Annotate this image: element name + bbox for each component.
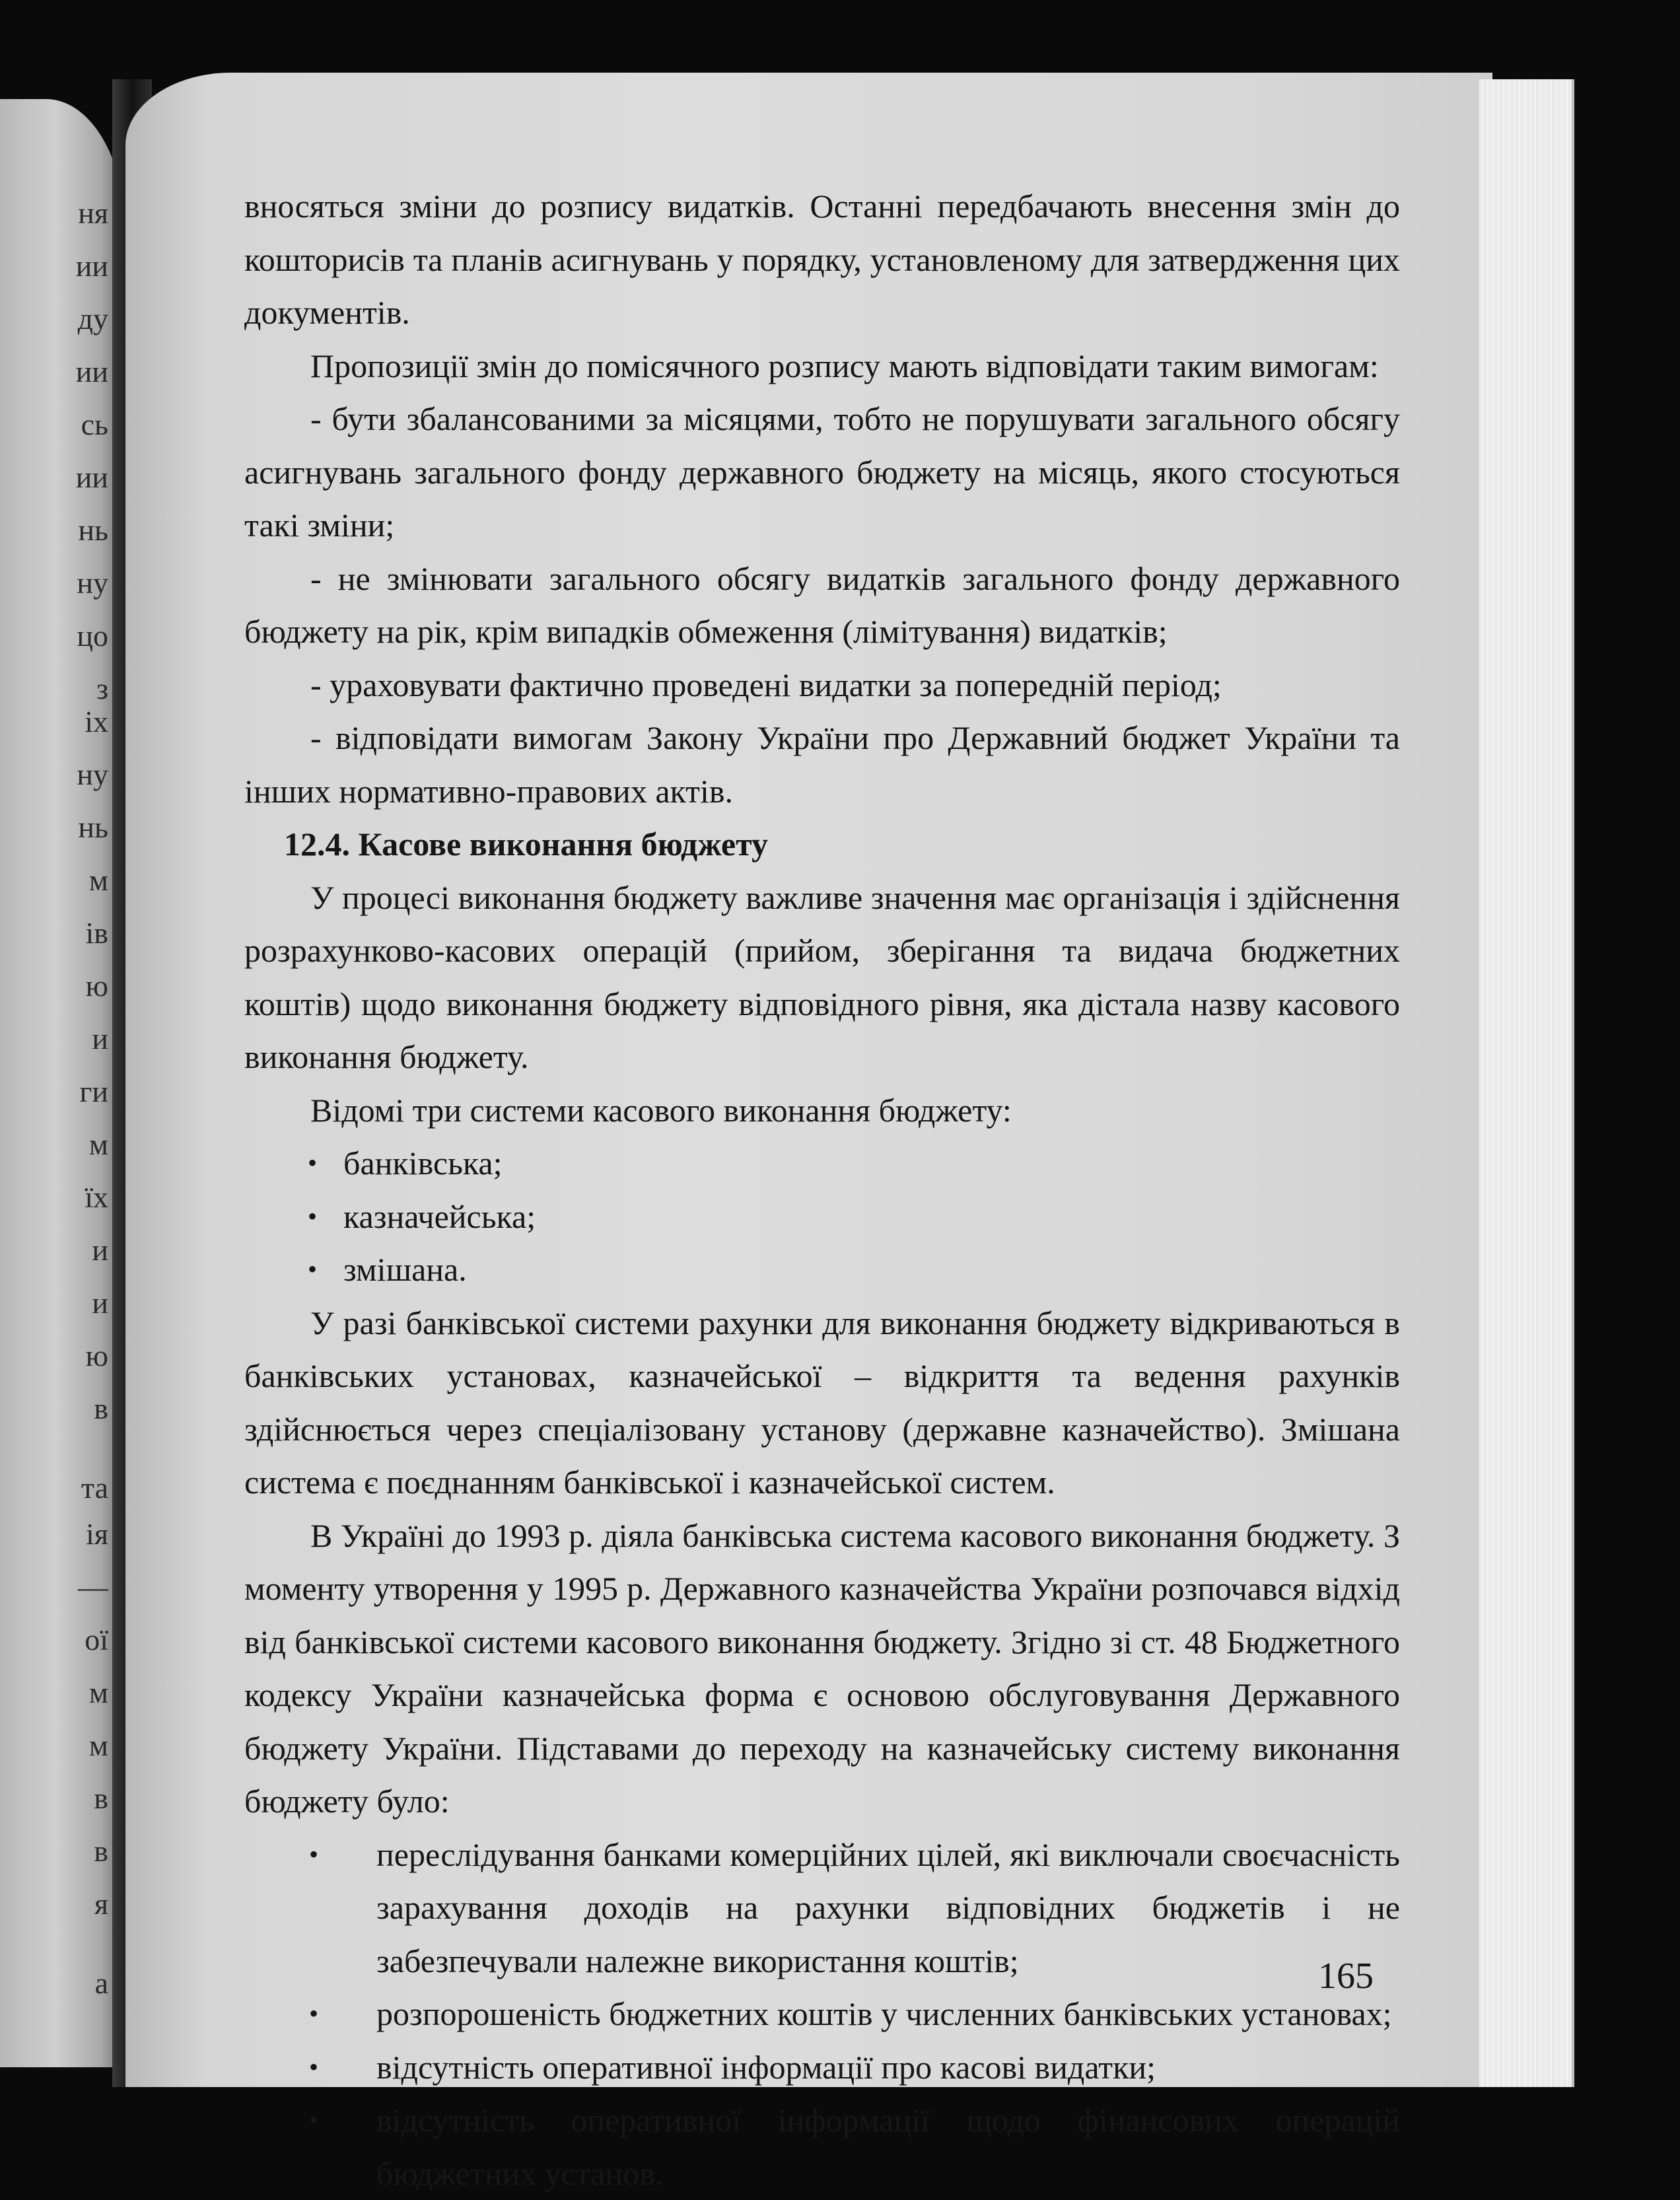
left-page-fragment: ну [77,566,108,600]
requirement-2: - не змінювати загального обсягу видатків загального фонду державного бюджету на рік, крім випадків обмеження (лімітування) видатків; [244,559,1400,650]
page-edges [1479,79,1574,2087]
requirement-3: - ураховувати фактично проведені видатки за попередній період; [310,666,1222,703]
paragraph-1: вносяться зміни до розпису видатків. Останні передбачають внесення змін до кошторисів та планів асигнувань у порядку, установленому для затвердження цих документів. [244,188,1400,331]
left-page-fragment: в [94,1781,108,1815]
paragraph-systems: У разі банківської системи рахунки для виконання бюджету відкриваються в банківських установах, казначейської – відкриття та ведення рахунків здійснюється через спеціалізовану установу (державне казначейство). Змішана система є поєднанням банківської і казначейської систем. [244,1304,1400,1501]
list-item: • розпорошеність бюджетних коштів у численних банківських установах; [244,1987,1400,2041]
requirement-1: - бути збалансованими за місяцями, тобто не порушувати загального обсягу асигнувань загального фонду державного бюджету на місяць, якого стосуються такі зміни; [244,400,1400,544]
left-page-fragment: цо [77,619,108,653]
left-page-fragment: и [92,1233,108,1267]
left-page-fragment: в [94,1392,108,1425]
systems-intro: Відомі три системи касового виконання бюджету: [310,1091,1012,1129]
left-page-fragment: ну [77,758,108,791]
left-page-fragment: ія [86,1517,108,1551]
left-page-fragment: ня [78,196,108,230]
list-item: • відсутність оперативної інформації щодо фінансових операцій бюджетних установ. [244,2094,1400,2200]
left-page-fragment: ду [77,302,108,336]
bullet-icon: • [308,1201,318,1231]
left-page-fragment: ии [75,355,108,388]
left-page-fragment: ии [75,460,108,494]
left-page-fragment: сь [81,408,108,441]
section-heading: 12.4. Касове виконання бюджету [284,826,769,863]
left-page-fragment: з [96,672,108,705]
left-page [0,99,125,2067]
paragraph-history: В Україні до 1993 р. діяла банківська система касового виконання бюджету. З моменту утворення у 1995 р. Державного казначейства України розпочався відхід від банківської системи касового виконання бюджету. Згідно зі ст. 48 Бюджетного кодексу України казначейська форма є основою обслуговування Державного бюджету України. Підставами до переходу на казначейську систему виконання бюджету було: [244,1516,1400,1820]
left-page-fragment: їх [85,1180,108,1214]
paragraph-2: Пропозиції змін до помісячного розпису мають відповідати таким вимогам: [310,347,1379,384]
left-page-fragment: м [88,1676,108,1709]
left-page-fragment: та [81,1471,108,1505]
list-item: • банківська; [244,1137,1400,1190]
list-item: • відсутність оперативної інформації про касові видатки; [244,2041,1400,2094]
bullet-icon: • [309,2105,319,2135]
list-item: • казначейська; [244,1190,1400,1244]
bullet-icon: • [309,2051,319,2082]
left-page-fragment: м [88,1127,108,1161]
bullet-icon: • [309,1839,319,1869]
section-intro: У процесі виконання бюджету важливе значення має організація і здійснення розрахунково-касових операцій (прийом, зберігання та видача бюджетних коштів) щодо виконання бюджету відповідного рівня, яка дістала назву касового виконання бюджету. [244,878,1400,1075]
left-page-fragment: ів [85,916,108,950]
left-page-fragment: іх [85,705,108,738]
bullet-icon: • [308,1148,318,1178]
left-page-fragment: ю [85,1339,108,1372]
left-page-fragment: и [92,1286,108,1320]
page-number: 165 [1318,1956,1374,1997]
left-page-fragment: ги [79,1075,108,1108]
left-page-fragment: в [94,1834,108,1868]
left-page-fragment: нь [78,810,108,844]
left-page-fragment: я [94,1887,108,1921]
left-page-fragment: ю [85,969,108,1003]
list-item: • переслідування банками комерційних цілей, які виключали своєчасність зарахування доходів на рахунки відповідних бюджетів і не забезпечували належне використання коштів; [244,1828,1400,1988]
left-page-fragment: нь [78,513,108,547]
left-page-fragment: ої [85,1623,108,1656]
requirement-4: - відповідати вимогам Закону України про Державний бюджет України та інших нормативно-правових актів. [244,719,1400,810]
bullet-icon: • [308,1254,318,1284]
left-page-fragment: м [88,1728,108,1762]
left-page-fragment: ии [75,249,108,283]
left-page-fragment: — [78,1570,108,1604]
left-page-fragment: и [92,1022,108,1055]
left-page-fragment: м [88,863,108,897]
page-text [244,180,1400,2200]
list-item: • змішана. [244,1243,1400,1296]
bullet-icon: • [309,1999,319,2028]
left-page-fragment: а [94,1966,108,2000]
